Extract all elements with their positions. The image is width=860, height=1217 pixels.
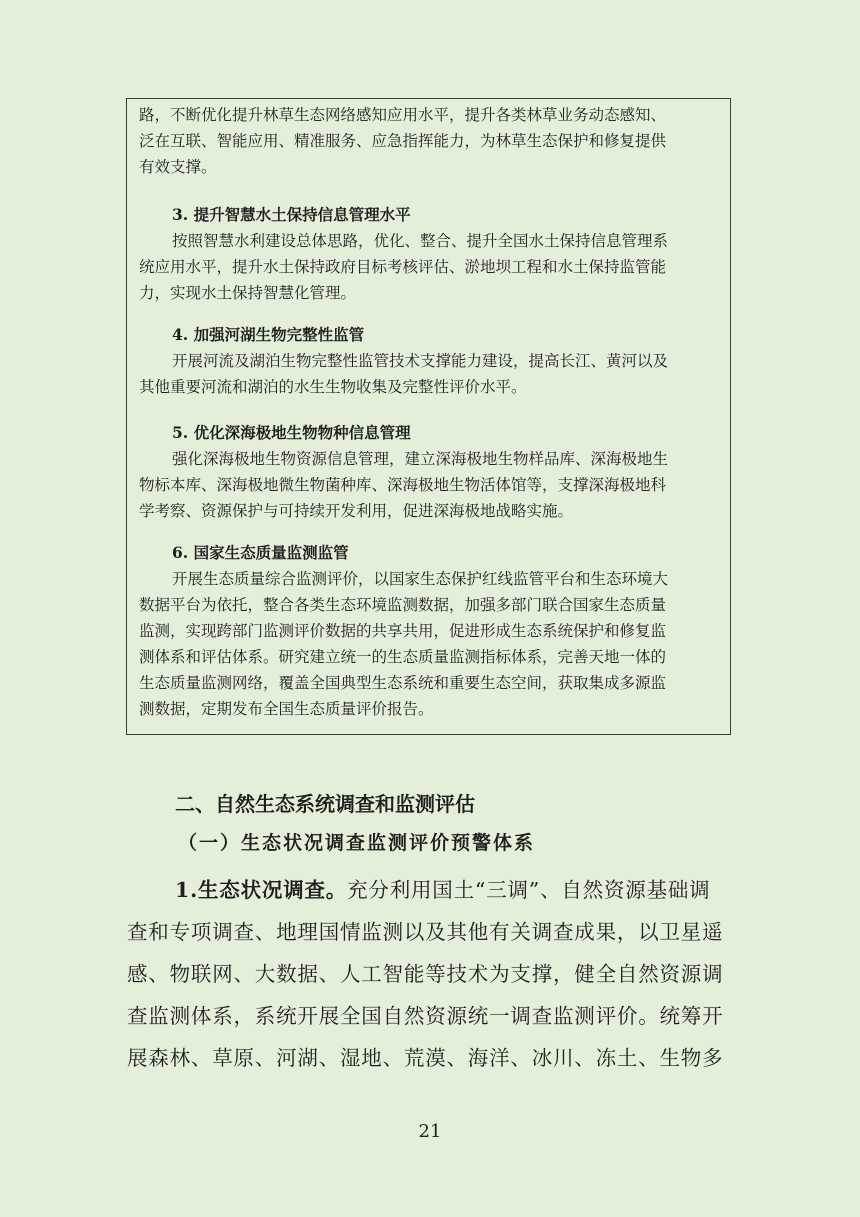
box-section-line: 力，实现水土保持智慧化管理。 xyxy=(139,284,357,302)
text-box xyxy=(126,98,731,735)
box-section-line: 测体系和评估体系。研究建立统一的生态质量监测指标体系，完善天地一体的 xyxy=(139,648,667,666)
box-section-line: 强化深海极地生物资源信息管理，建立深海极地生物样品库、深海极地生 xyxy=(172,450,669,468)
paragraph-line: 展森林、草原、河湖、湿地、荒漠、海洋、冰川、冻土、生物多 xyxy=(127,1046,724,1070)
box-section-line: 开展河流及湖泊生物完整性监管技术支撑能力建设，提高长江、黄河以及 xyxy=(172,352,669,370)
box-section-line: 其他重要河流和湖泊的水生生物收集及完整性评价水平。 xyxy=(139,378,527,396)
box-section-line: 学考察、资源保护与可持续开发利用，促进深海极地战略实施。 xyxy=(139,502,574,520)
paragraph-lead: 1.生态状况调查。 xyxy=(175,878,348,902)
box-section-line: 生态质量监测网络，覆盖全国典型生态系统和重要生态空间，获取集成多源监 xyxy=(139,674,667,692)
box-intro-line: 泛在互联、智能应用、精准服务、应急指挥能力，为林草生态保护和修复提供 xyxy=(139,132,667,150)
box-intro-line: 有效支撑。 xyxy=(139,158,217,176)
paragraph-line: 感、物联网、大数据、人工智能等技术为支撑，健全自然资源调 xyxy=(127,962,724,986)
box-section-heading: 4. 加强河湖生物完整性监管 xyxy=(172,325,365,344)
paragraph-line: 查和专项调查、地理国情监测以及其他有关调查成果，以卫星遥 xyxy=(127,920,724,944)
box-intro-line: 路，不断优化提升林草生态网络感知应用水平，提升各类林草业务动态感知、 xyxy=(139,106,667,124)
box-section-line: 测数据，定期发布全国生态质量评价报告。 xyxy=(139,700,434,718)
box-section-line: 统应用水平，提升水土保持政府目标考核评估、淤地坝工程和水土保持监管能 xyxy=(139,258,667,276)
page-number: 21 xyxy=(418,1121,442,1142)
paragraph-line: 查监测体系，系统开展全国自然资源统一调查监测评价。统筹开 xyxy=(127,1004,724,1028)
paragraph-text: 充分利用国土“三调”、自然资源基础调 xyxy=(347,878,711,902)
box-section-heading: 5. 优化深海极地生物物种信息管理 xyxy=(172,423,411,442)
box-section-line: 开展生态质量综合监测评价，以国家生态保护红线监管平台和生态环境大 xyxy=(172,570,669,588)
box-section-line: 数据平台为依托，整合各类生态环境监测数据，加强多部门联合国家生态质量 xyxy=(139,596,667,614)
box-section-heading: 3. 提升智慧水土保持信息管理水平 xyxy=(172,205,411,224)
paragraph-line-1 xyxy=(175,876,710,904)
section-heading: 二、自然生态系统调查和监测评估 xyxy=(175,792,475,816)
box-section-heading: 6. 国家生态质量监测监管 xyxy=(172,543,349,562)
box-section-line: 按照智慧水利建设总体思路，优化、整合、提升全国水土保持信息管理系 xyxy=(172,232,669,250)
box-section-line: 监测，实现跨部门监测评价数据的共享共用，促进形成生态系统保护和修复监 xyxy=(139,622,667,640)
subsection-heading: （一）生态状况调查监测评价预警体系 xyxy=(178,832,536,854)
box-section-line: 物标本库、深海极地微生物菌种库、深海极地生物活体馆等，支撑深海极地科 xyxy=(139,476,667,494)
